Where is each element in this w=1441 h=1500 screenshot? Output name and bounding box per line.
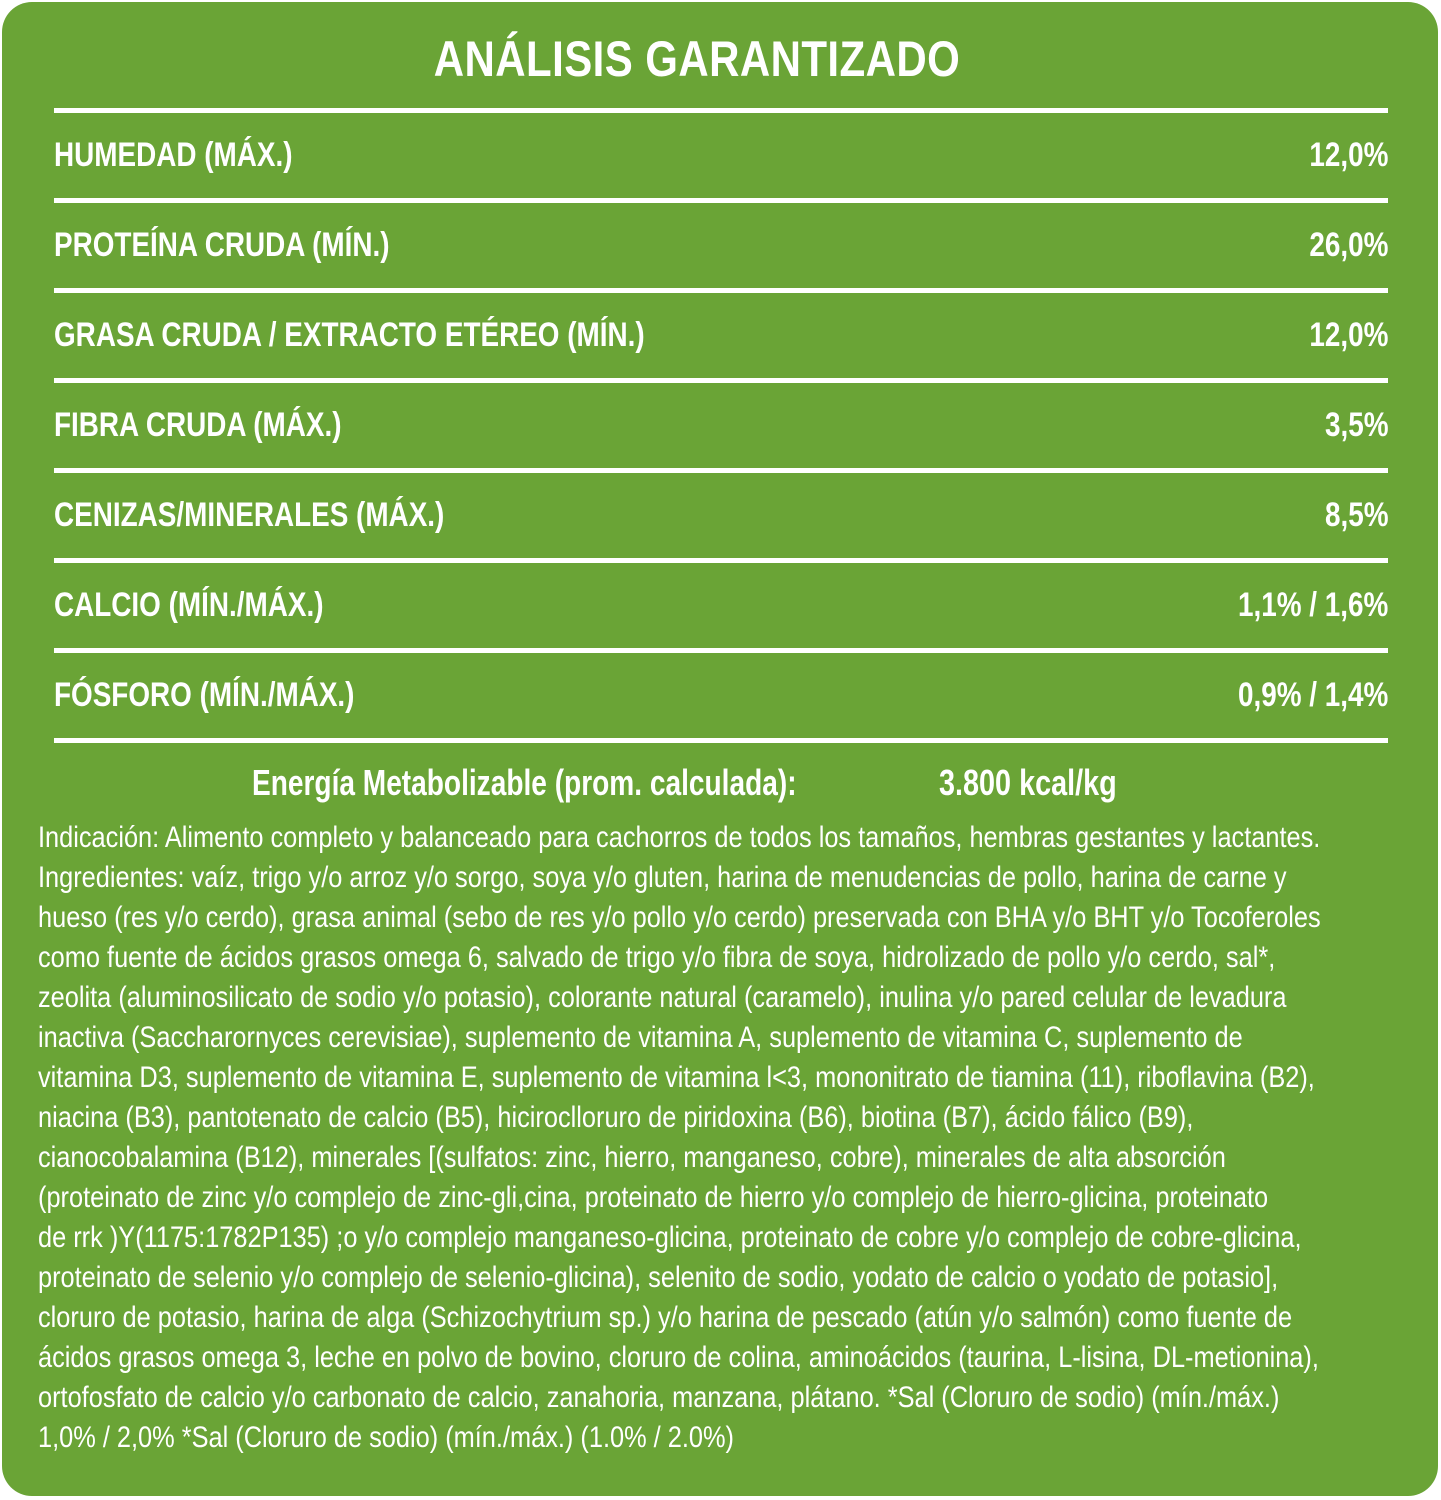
text-line: inactiva (Saccharornyces cerevisiae), suplemento de vitamina A, suplemento de vitamina C, suplemento de — [38, 1021, 1243, 1054]
row-label: FÓSFORO (MÍN./MÁX.) — [54, 676, 355, 714]
text-line: 1,0% / 2,0% *Sal (Cloruro de sodio) (mín./máx.) (1.0% / 2.0%) — [38, 1421, 734, 1454]
ingredients-text — [38, 818, 1390, 1458]
text-line: ácidos grasos omega 3, leche en polvo de bovino, cloruro de colina, aminoácidos (taurina, L-lisina, DL-metionina), — [38, 1341, 1319, 1374]
text-line: como fuente de ácidos grasos omega 6, salvado de trigo y/o fibra de soya, hidrolizado de pollo y/o cerdo, sal*, — [38, 941, 1276, 974]
row-label: PROTEÍNA CRUDA (MÍN.) — [54, 226, 390, 264]
table-row — [54, 203, 1388, 293]
text-line: (proteinato de zinc y/o complejo de zinc-gli,cina, proteinato de hierro y/o complejo de hierro-glicina, proteinato — [38, 1181, 1269, 1214]
row-value: 1,1% / 1,6% — [1237, 586, 1388, 624]
text-line: hueso (res y/o cerdo), grasa animal (sebo de res y/o pollo y/o cerdo) preservada con BHA y/o BHT y/o Tocoferoles — [38, 901, 1321, 934]
row-value: 12,0% — [1308, 316, 1388, 354]
table-row — [54, 563, 1388, 653]
text-line: vitamina D3, suplemento de vitamina E, suplemento de vitamina l<3, mononitrato de tiamina (11), riboflavina (B2), — [38, 1061, 1315, 1094]
text-line: niacina (B3), pantotenato de calcio (B5), hiciroclloruro de piridoxina (B6), biotina (B7), ácido fálico (B9), — [38, 1101, 1194, 1134]
row-value: 3,5% — [1324, 406, 1388, 444]
text-line: Indicación: Alimento completo y balanceado para cachorros de todos los tamaños, hembras gestantes y lactantes. — [38, 821, 1321, 854]
table-row — [54, 653, 1388, 743]
row-label: FIBRA CRUDA (MÁX.) — [54, 406, 342, 444]
nutrition-panel — [2, 2, 1438, 1496]
analysis-table — [54, 108, 1388, 743]
table-row — [54, 293, 1388, 383]
row-label: HUMEDAD (MÁX.) — [54, 136, 293, 174]
energy-line — [2, 762, 1438, 812]
text-line: cianocobalamina (B12), minerales [(sulfatos: zinc, hierro, manganeso, cobre), minerales de alta absorción — [38, 1141, 1226, 1174]
table-row — [54, 383, 1388, 473]
panel-title: ANÁLISIS GARANTIZADO — [433, 31, 961, 87]
table-row — [54, 113, 1388, 203]
row-value: 0,9% / 1,4% — [1237, 676, 1388, 714]
row-label: GRASA CRUDA / EXTRACTO ETÉREO (MÍN.) — [54, 316, 645, 354]
energy-value: 3.800 kcal/kg — [939, 762, 1117, 803]
text-line: de rrk )Y(1175:1782P135) ;o y/o complejo manganeso-glicina, proteinato de cobre y/o complejo de cobre-glicina, — [38, 1221, 1302, 1254]
row-label: CALCIO (MÍN./MÁX.) — [54, 586, 324, 624]
row-label: CENIZAS/MINERALES (MÁX.) — [54, 496, 445, 534]
text-line: proteinato de selenio y/o complejo de selenio-glicina), selenito de sodio, yodato de calcio o yodato de potasio], — [38, 1261, 1279, 1294]
text-line: zeolita (aluminosilicato de sodio y/o potasio), colorante natural (caramelo), inulina y/o pared celular de levadura — [38, 981, 1287, 1014]
row-value: 8,5% — [1324, 496, 1388, 534]
table-row — [54, 473, 1388, 563]
energy-label: Energía Metabolizable (prom. calculada): — [252, 762, 797, 803]
row-value: 12,0% — [1308, 136, 1388, 174]
text-line: ortofosfato de calcio y/o carbonato de calcio, zanahoria, manzana, plátano. *Sal (Cloruro de sodio) (mín./máx.) — [38, 1381, 1280, 1414]
text-line: cloruro de potasio, harina de alga (Schizochytrium sp.) y/o harina de pescado (atún y/o salmón) como fuente de — [38, 1301, 1293, 1334]
row-value: 26,0% — [1308, 226, 1388, 264]
text-line: Ingredientes: vaíz, trigo y/o arroz y/o sorgo, soya y/o gluten, harina de menudencias de pollo, harina de carne y — [38, 861, 1287, 894]
